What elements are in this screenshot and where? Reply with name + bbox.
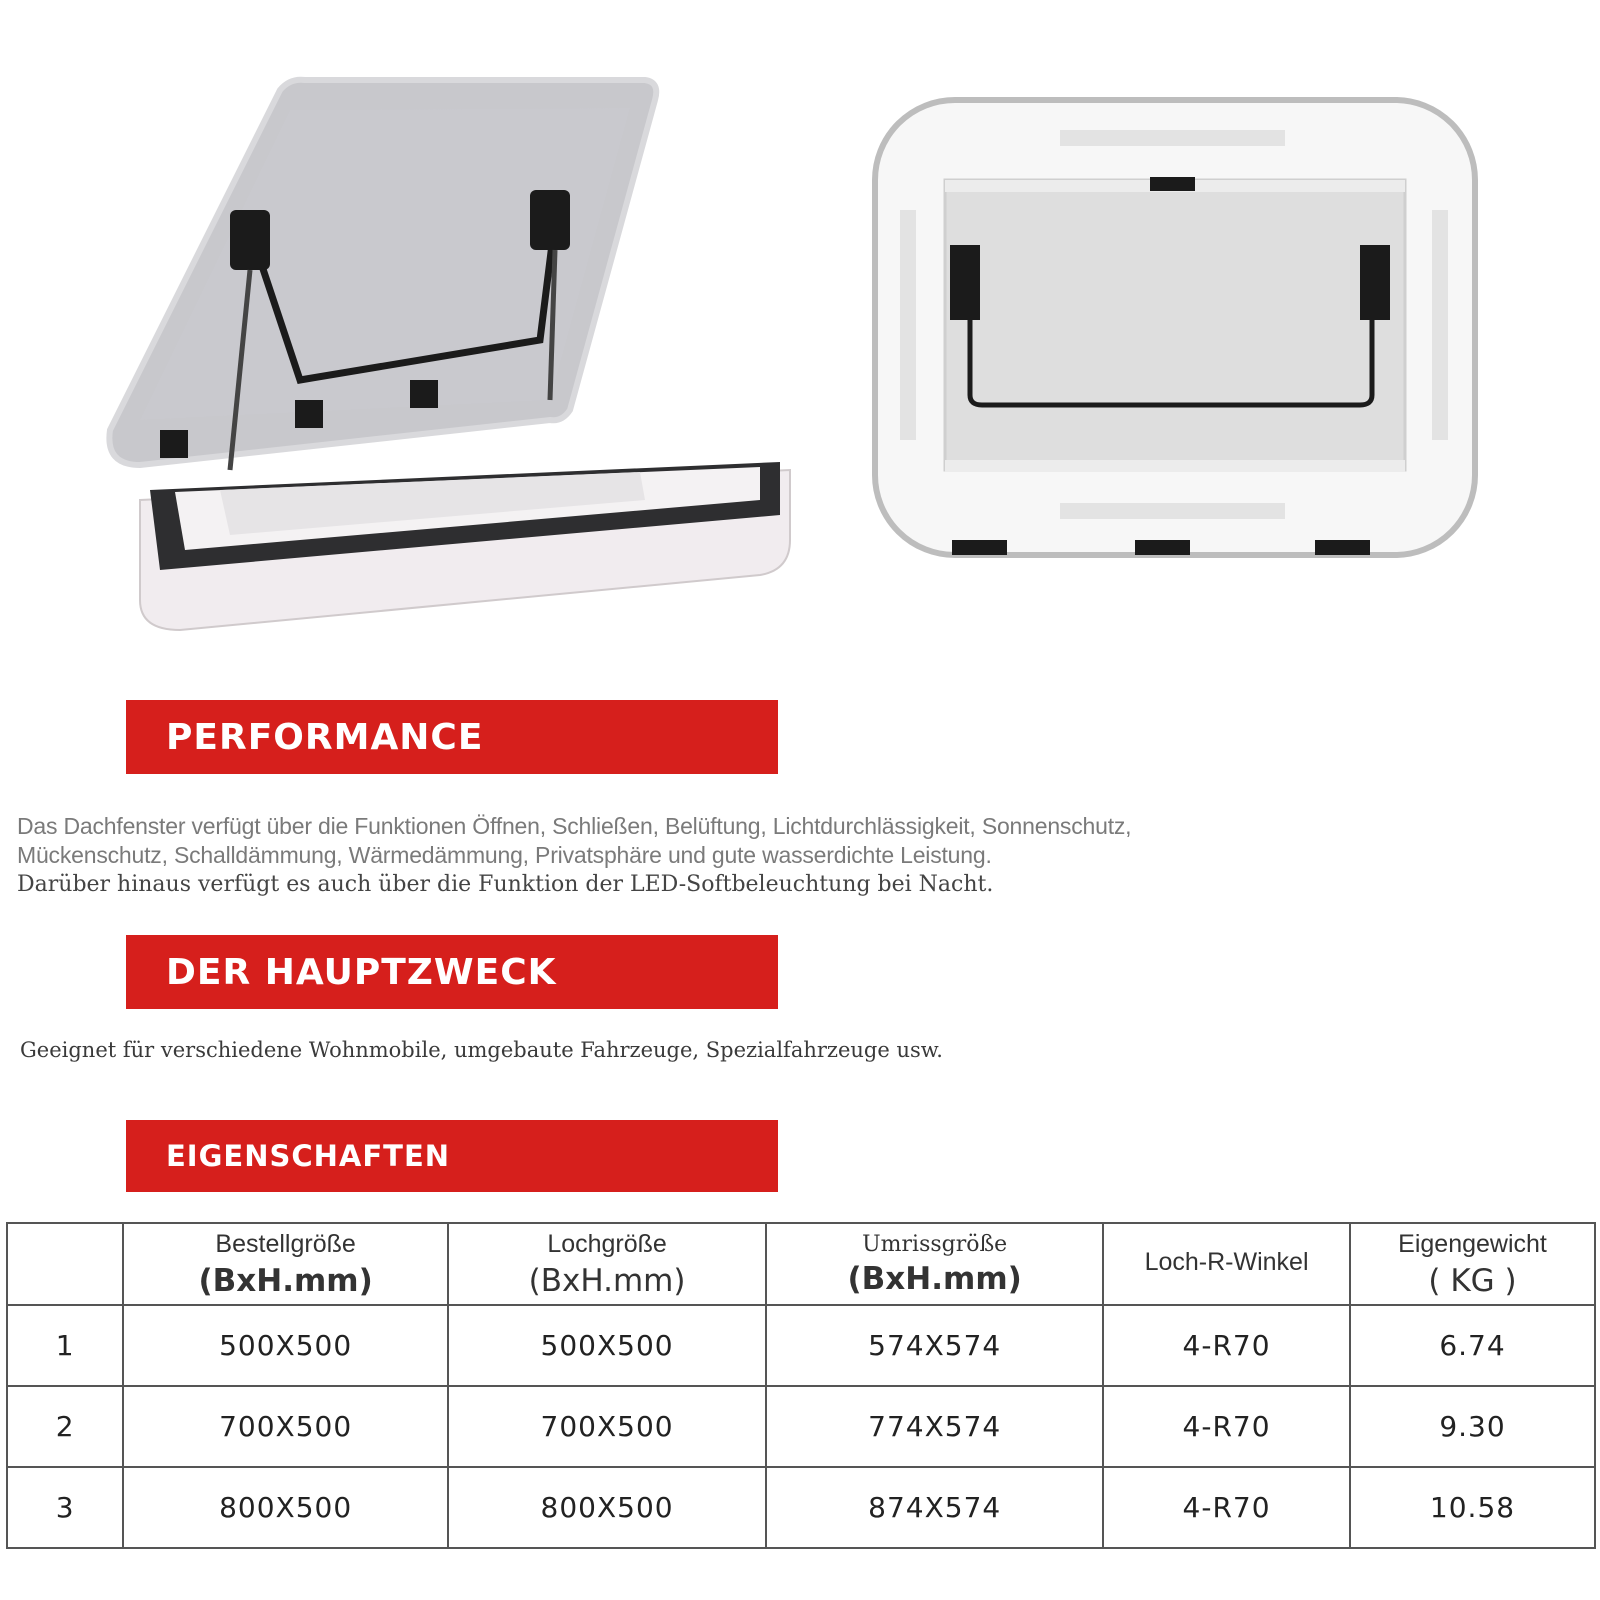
- table-cell: 700X500: [123, 1386, 448, 1467]
- table-row: [7, 1386, 1595, 1467]
- hauptzweck-title: DER HAUPTZWECK: [166, 951, 557, 993]
- eigenschaften-banner: [126, 1120, 778, 1192]
- table-cell: 10.58: [1350, 1467, 1595, 1548]
- table-cell: 3: [7, 1467, 123, 1548]
- hauptzweck-banner: [126, 935, 778, 1009]
- eigenschaften-title: EIGENSCHAFTEN: [166, 1139, 451, 1173]
- performance-line-3: Darüber hinaus verfügt es auch über die Funktion der LED-Softbeleuchtung bei Nacht.: [17, 872, 994, 897]
- table-cell: 700X500: [448, 1386, 766, 1467]
- table-cell: 500X500: [448, 1305, 766, 1386]
- open-roof-window-image: [100, 70, 820, 660]
- header-weight: Eigengewicht ( KG ): [1350, 1223, 1595, 1305]
- performance-line-2: Mückenschutz, Schalldämmung, Wärmedämmung, Privatsphäre und gute wasserdichte Leistung.: [17, 842, 992, 868]
- table-header-row: [7, 1223, 1595, 1305]
- header-hole-size: Lochgröße (BxH.mm): [448, 1223, 766, 1305]
- performance-banner: [126, 700, 778, 774]
- table-cell: 800X500: [123, 1467, 448, 1548]
- performance-line-1: Das Dachfenster verfügt über die Funktionen Öffnen, Schließen, Belüftung, Lichtdurchlässigkeit, Sonnenschutz,: [17, 813, 1132, 839]
- table-row: [7, 1305, 1595, 1386]
- table-cell: 1: [7, 1305, 123, 1386]
- table-cell: 874X574: [766, 1467, 1103, 1548]
- table-cell: 4-R70: [1103, 1305, 1350, 1386]
- table-cell: 500X500: [123, 1305, 448, 1386]
- specifications-table: [6, 1222, 1596, 1549]
- header-hole-radius: Loch-R-Winkel: [1103, 1223, 1350, 1305]
- header-order-size: Bestellgröße (BxH.mm): [123, 1223, 448, 1305]
- header-index: [7, 1223, 123, 1305]
- table-cell: 4-R70: [1103, 1386, 1350, 1467]
- table-cell: 800X500: [448, 1467, 766, 1548]
- table-cell: 9.30: [1350, 1386, 1595, 1467]
- hauptzweck-description: Geeignet für verschiedene Wohnmobile, umgebaute Fahrzeuge, Spezialfahrzeuge usw.: [20, 1038, 943, 1062]
- table-cell: 574X574: [766, 1305, 1103, 1386]
- table-cell: 774X574: [766, 1386, 1103, 1467]
- performance-description: [17, 812, 1137, 899]
- table-row: [7, 1467, 1595, 1548]
- table-cell: 4-R70: [1103, 1467, 1350, 1548]
- performance-title: PERFORMANCE: [166, 716, 484, 758]
- table-cell: 6.74: [1350, 1305, 1595, 1386]
- header-outline-size: Umrissgröße (BxH.mm): [766, 1223, 1103, 1305]
- table-cell: 2: [7, 1386, 123, 1467]
- roof-window-inside-view-image: [870, 95, 1490, 585]
